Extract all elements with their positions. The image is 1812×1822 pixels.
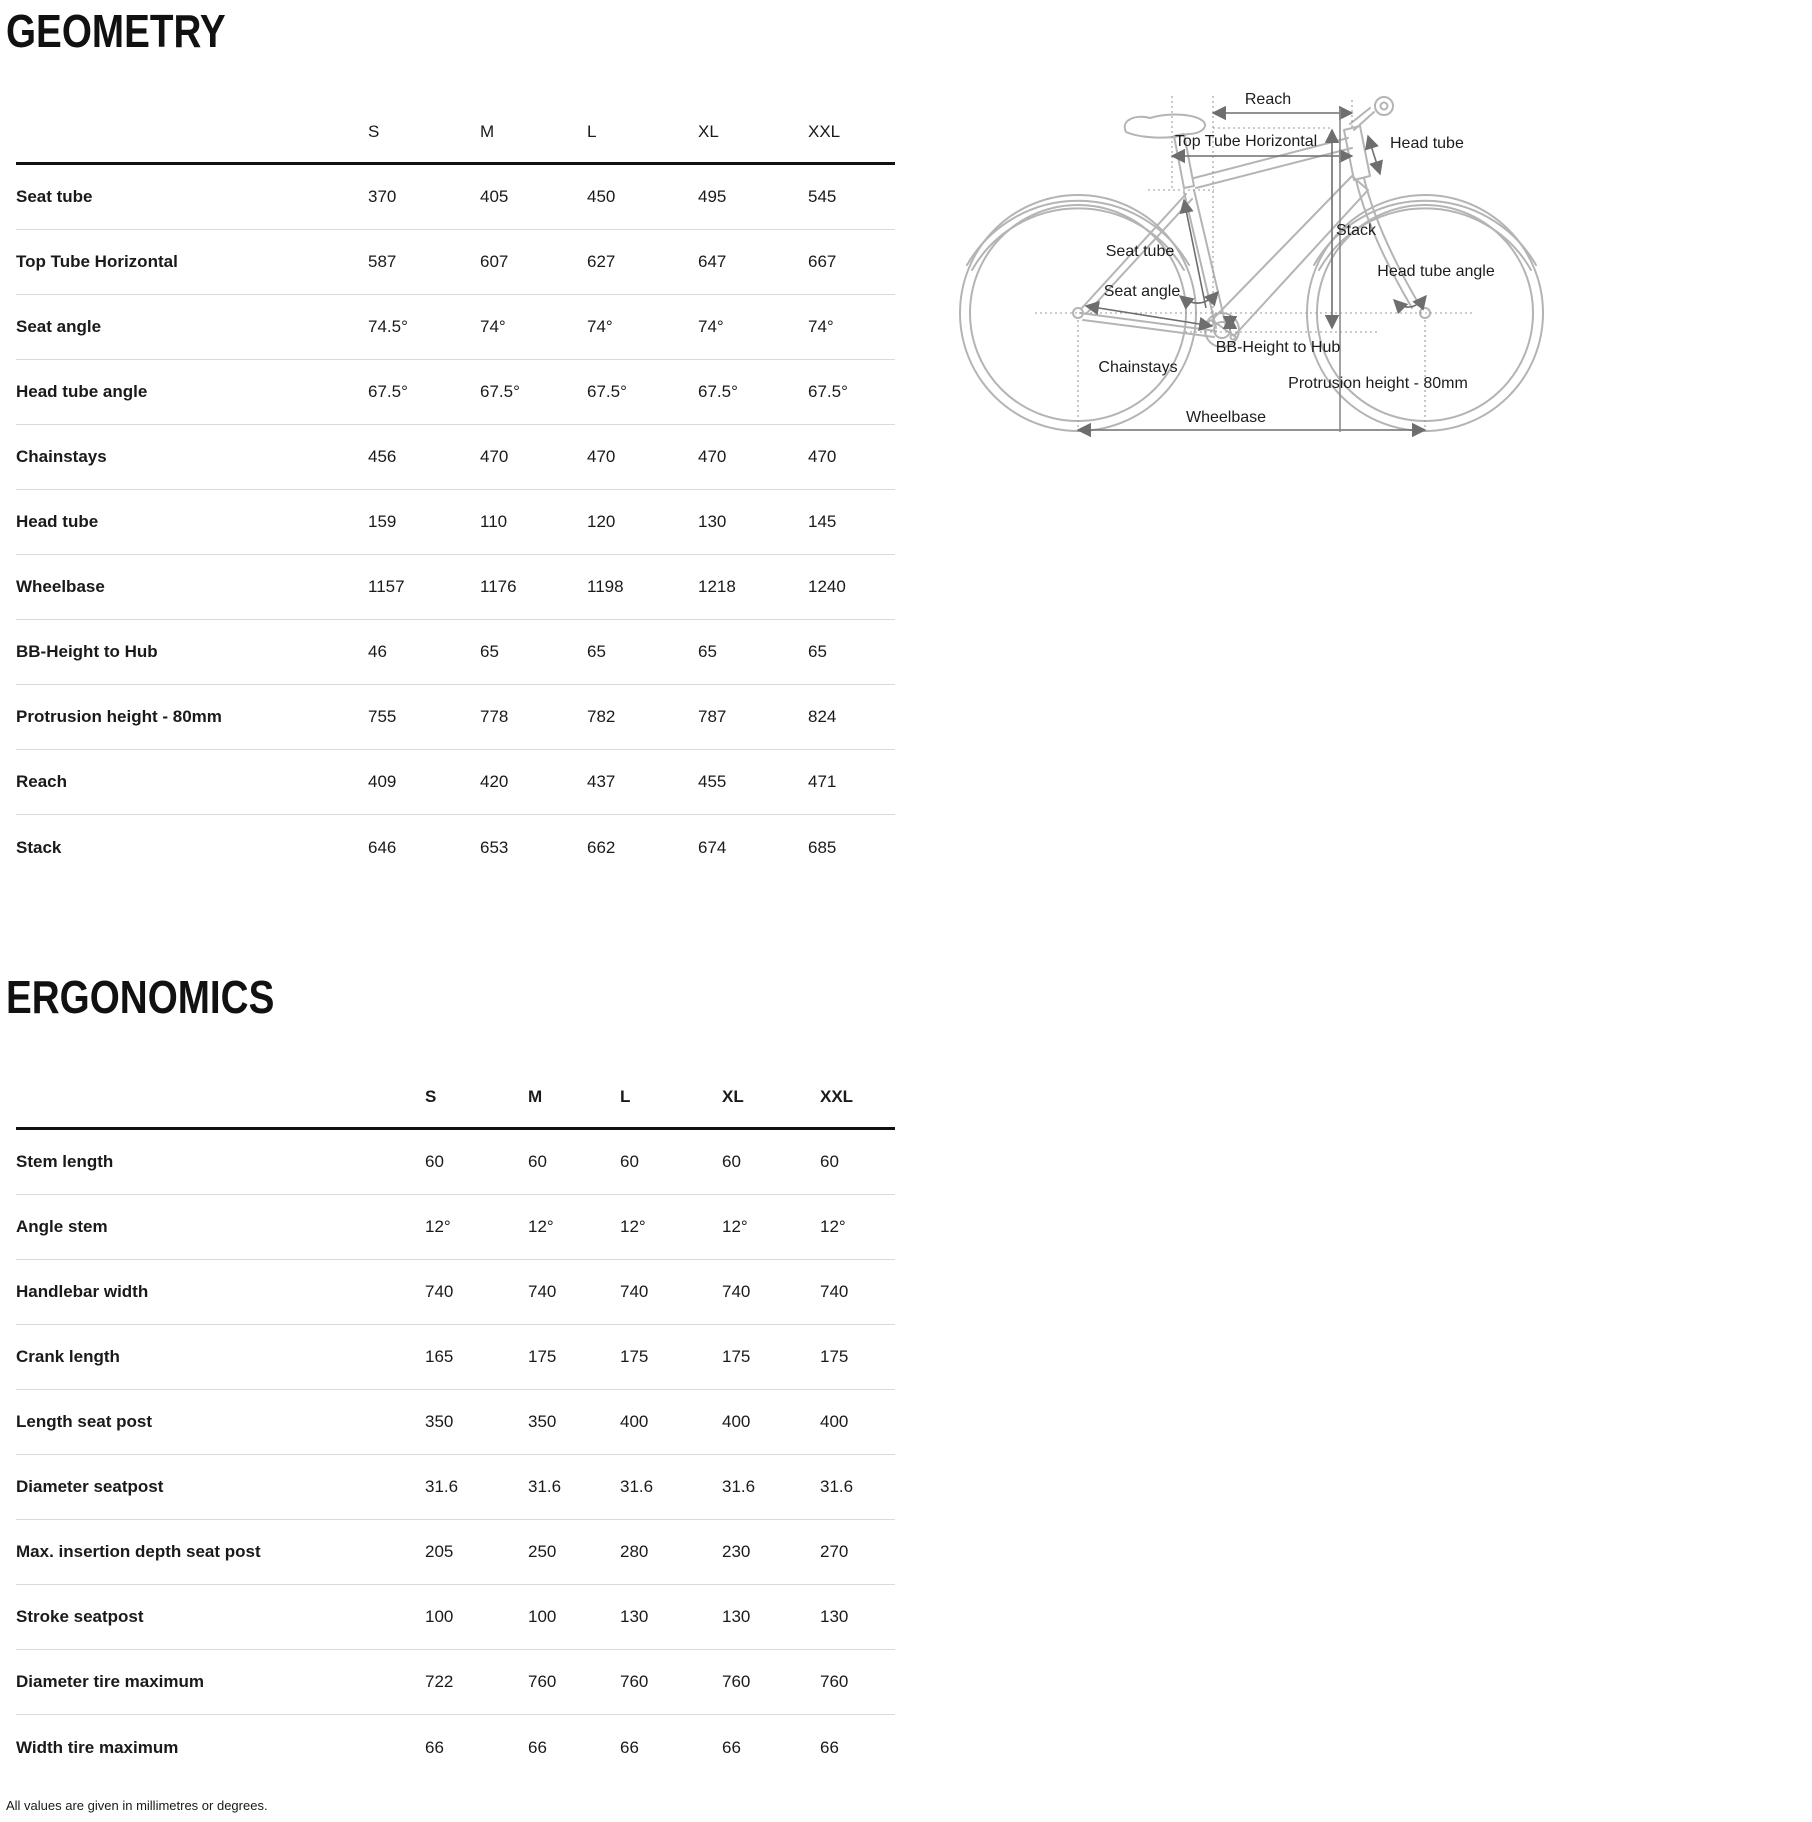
cell-value: 110 [480,512,508,531]
cell-value: 175 [620,1347,649,1366]
table-row [16,1325,895,1390]
row-label: Diameter tire maximum [16,1672,205,1691]
cell-value: 130 [620,1607,649,1626]
cell-value: 74.5° [368,317,408,336]
table-row [16,165,895,230]
cell-value: 471 [808,772,837,791]
geometry-table [16,85,895,880]
cell-value: 31.6 [722,1477,756,1496]
cell-value: 100 [425,1607,454,1626]
cell-value: 66 [820,1737,839,1757]
cell-value: 740 [425,1282,454,1301]
table-row [16,1520,895,1585]
row-label: Length seat post [16,1412,153,1431]
diagram-label-bb-height: BB-Height to Hub [1215,339,1341,356]
cell-value: 587 [368,252,397,271]
cell-value: 437 [587,772,616,791]
cell-value: 400 [820,1412,849,1431]
cell-value: 455 [698,772,727,791]
cell-value: 120 [587,512,616,531]
row-label: Diameter seatpost [16,1477,164,1496]
cell-value: 1240 [808,577,846,596]
cell-value: 760 [528,1672,557,1691]
row-label: Stack [16,837,62,857]
cell-value: 60 [528,1152,547,1171]
row-label: Head tube [16,512,99,531]
row-label: Crank length [16,1347,120,1366]
units-footnote: All values are given in millimetres or degrees. [6,1798,268,1813]
cell-value: 409 [368,772,397,791]
cell-value: 400 [722,1412,751,1431]
cell-value: 67.5° [587,382,627,401]
table-row [16,555,895,620]
cell-value: 607 [480,252,509,271]
cell-value: 66 [528,1737,547,1757]
cell-value: 782 [587,707,616,726]
col-header-xxl: XXL [808,122,841,141]
cell-value: 760 [722,1672,751,1691]
cell-value: 646 [368,837,397,857]
diagram-label-reach: Reach [1244,91,1292,108]
cell-value: 740 [528,1282,557,1301]
cell-value: 400 [620,1412,649,1431]
cell-value: 250 [528,1542,557,1561]
col-header-s: S [368,122,380,141]
cell-value: 824 [808,707,837,726]
cell-value: 270 [820,1542,849,1561]
cell-value: 450 [587,187,616,206]
header-spacer [16,142,368,162]
header-spacer [16,1107,425,1127]
cell-value: 545 [808,187,837,206]
cell-value: 420 [480,772,509,791]
cell-value: 74° [480,317,506,336]
cell-value: 175 [820,1347,849,1366]
cell-value: 740 [722,1282,751,1301]
cell-value: 370 [368,187,397,206]
row-label: BB-Height to Hub [16,642,158,661]
cell-value: 760 [820,1672,849,1691]
cell-value: 12° [820,1217,846,1236]
table-row [16,1650,895,1715]
cell-value: 667 [808,252,837,271]
table-row [16,490,895,555]
row-label: Head tube angle [16,382,148,401]
cell-value: 456 [368,447,397,466]
cell-value: 67.5° [368,382,408,401]
cell-value: 778 [480,707,509,726]
cell-value: 175 [528,1347,557,1366]
cell-value: 495 [698,187,727,206]
cell-value: 740 [820,1282,849,1301]
cell-value: 470 [587,447,616,466]
cell-value: 31.6 [620,1477,654,1496]
cell-value: 67.5° [480,382,520,401]
cell-value: 685 [808,837,837,857]
cell-value: 65 [808,642,827,661]
cell-value: 31.6 [820,1477,854,1496]
cell-value: 130 [820,1607,849,1626]
cell-value: 66 [620,1737,639,1757]
cell-value: 46 [368,642,387,661]
col-header-l: L [620,1087,631,1106]
table-row [16,1715,895,1780]
cell-value: 31.6 [528,1477,562,1496]
row-label: Stem length [16,1152,114,1171]
cell-value: 760 [620,1672,649,1691]
col-header-xxl: XXL [820,1087,854,1106]
cell-value: 74° [808,317,834,336]
ergonomics-body [16,1130,895,1780]
table-row [16,230,895,295]
table-row [16,1260,895,1325]
row-label: Max. insertion depth seat post [16,1542,261,1561]
geometry-header-row [16,85,895,165]
cell-value: 12° [425,1217,451,1236]
cell-value: 350 [425,1412,454,1431]
cell-value: 60 [722,1152,741,1171]
cell-value: 12° [528,1217,554,1236]
table-row [16,295,895,360]
cell-value: 722 [425,1672,454,1691]
row-label: Seat angle [16,317,102,336]
table-row [16,1130,895,1195]
cell-value: 130 [698,512,727,531]
col-header-s: S [425,1087,437,1106]
cell-value: 662 [587,837,616,857]
table-row [16,685,895,750]
table-row [16,815,895,880]
cell-value: 65 [698,642,717,661]
row-label: Angle stem [16,1217,108,1236]
col-header-m: M [528,1087,543,1106]
cell-value: 205 [425,1542,454,1561]
table-row [16,1585,895,1650]
diagram-label-top-tube: Top Tube Horizontal [1174,133,1318,150]
ergonomics-table [16,1050,895,1780]
cell-value: 674 [698,837,727,857]
cell-value: 230 [722,1542,751,1561]
cell-value: 74° [587,317,613,336]
row-label: Top Tube Horizontal [16,252,178,271]
cell-value: 130 [722,1607,751,1626]
row-label: Protrusion height - 80mm [16,707,222,726]
cell-value: 280 [620,1542,649,1561]
col-header-l: L [587,122,597,141]
cell-value: 60 [820,1152,839,1171]
row-label: Handlebar width [16,1282,149,1301]
cell-value: 60 [425,1152,444,1171]
table-row [16,360,895,425]
col-header-xl: XL [698,122,719,141]
table-row [16,1195,895,1260]
cell-value: 1176 [480,577,517,596]
cell-value: 787 [698,707,727,726]
cell-value: 1157 [368,577,405,596]
diagram-label-seat-angle: Seat angle [1103,283,1181,300]
diagram-label-head-tube: Head tube [1390,135,1464,152]
col-header-xl: XL [722,1087,744,1106]
diagram-label-chainstays: Chainstays [1098,359,1178,376]
cell-value: 350 [528,1412,557,1431]
ergonomics-title: ERGONOMICS [6,971,275,1023]
cell-value: 405 [480,187,509,206]
cell-value: 755 [368,707,397,726]
cell-value: 627 [587,252,616,271]
table-row [16,1455,895,1520]
table-row [16,1390,895,1455]
cell-value: 100 [528,1607,557,1626]
cell-value: 159 [368,512,397,531]
cell-value: 740 [620,1282,649,1301]
cell-value: 165 [425,1347,454,1366]
row-label: Chainstays [16,447,107,466]
cell-value: 470 [698,447,727,466]
cell-value: 647 [698,252,727,271]
cell-value: 470 [480,447,509,466]
row-label: Width tire maximum [16,1737,179,1757]
cell-value: 12° [722,1217,748,1236]
cell-value: 470 [808,447,837,466]
cell-value: 67.5° [698,382,738,401]
cell-value: 66 [425,1737,444,1757]
diagram-label-head-tube-angle: Head tube angle [1377,263,1495,280]
cell-value: 12° [620,1217,646,1236]
cell-value: 66 [722,1737,741,1757]
row-label: Wheelbase [16,577,105,596]
cell-value: 145 [808,512,837,531]
geometry-title: GEOMETRY [6,5,226,57]
diagram-label-protrusion: Protrusion height - 80mm [1288,375,1468,392]
row-label: Seat tube [16,187,93,206]
col-header-m: M [480,122,495,141]
cell-value: 65 [480,642,499,661]
table-row [16,750,895,815]
table-row [16,425,895,490]
table-row [16,620,895,685]
geometry-body [16,165,895,880]
diagram-label-stack: Stack [1335,222,1377,239]
cell-value: 74° [698,317,724,336]
cell-value: 1218 [698,577,736,596]
cell-value: 1198 [587,577,624,596]
cell-value: 31.6 [425,1477,459,1496]
cell-value: 67.5° [808,382,848,401]
ergonomics-header-row [16,1050,895,1130]
diagram-label-seat-tube: Seat tube [1105,243,1175,260]
cell-value: 60 [620,1152,639,1171]
bike-geometry-diagram [950,80,1560,445]
cell-value: 653 [480,837,509,857]
cell-value: 65 [587,642,606,661]
diagram-label-wheelbase: Wheelbase [1185,409,1267,426]
row-label: Stroke seatpost [16,1607,144,1626]
row-label: Reach [16,772,68,791]
cell-value: 175 [722,1347,751,1366]
